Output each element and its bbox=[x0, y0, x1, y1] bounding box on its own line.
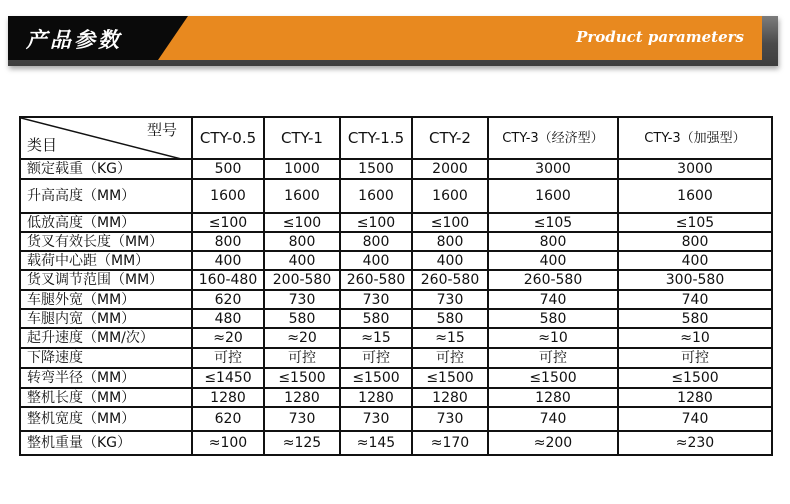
table-cell: 400 bbox=[192, 251, 264, 270]
table-cell: 1280 bbox=[488, 388, 618, 407]
row-label: 转弯半径（MM） bbox=[20, 368, 192, 388]
table-cell: 730 bbox=[264, 290, 340, 309]
table-cell: 400 bbox=[618, 251, 772, 270]
table-row bbox=[20, 309, 772, 328]
table-cell: 620 bbox=[192, 407, 264, 431]
table-cell: 1600 bbox=[264, 179, 340, 213]
table-cell: 2000 bbox=[412, 159, 488, 179]
table-cell: 3000 bbox=[488, 159, 618, 179]
table-cell: ≈230 bbox=[618, 431, 772, 455]
table-cell: ≈145 bbox=[340, 431, 412, 455]
row-label: 车腿内宽（MM） bbox=[20, 309, 192, 328]
row-label: 起升速度（MM/次） bbox=[20, 328, 192, 348]
table-row bbox=[20, 388, 772, 407]
table-row bbox=[20, 179, 772, 213]
table-cell: 可控 bbox=[412, 348, 488, 368]
table-cell: ≤105 bbox=[618, 213, 772, 232]
row-label: 额定载重（KG） bbox=[20, 159, 192, 179]
row-label: 低放高度（MM） bbox=[20, 213, 192, 232]
table-cell: 可控 bbox=[264, 348, 340, 368]
corner-category-label: 类目 bbox=[27, 136, 58, 154]
model-header: CTY-2 bbox=[412, 117, 488, 159]
table-row bbox=[20, 159, 772, 179]
table-cell: 730 bbox=[340, 407, 412, 431]
table-cell: 1500 bbox=[340, 159, 412, 179]
table-cell: 1280 bbox=[618, 388, 772, 407]
table-cell: 1280 bbox=[264, 388, 340, 407]
table-cell: ≤100 bbox=[412, 213, 488, 232]
row-label: 整机长度（MM） bbox=[20, 388, 192, 407]
section-banner bbox=[8, 16, 778, 66]
table-cell: ≤1500 bbox=[618, 368, 772, 388]
table-cell: 800 bbox=[412, 232, 488, 251]
table-row bbox=[20, 348, 772, 368]
table-cell: 730 bbox=[340, 290, 412, 309]
table-row bbox=[20, 431, 772, 455]
table-cell: 730 bbox=[412, 407, 488, 431]
table-cell: 480 bbox=[192, 309, 264, 328]
table-row bbox=[20, 407, 772, 431]
table-cell: 1600 bbox=[488, 179, 618, 213]
model-header: CTY-1.5 bbox=[340, 117, 412, 159]
table-cell: 400 bbox=[488, 251, 618, 270]
table-cell: ≈10 bbox=[618, 328, 772, 348]
table-cell: 800 bbox=[192, 232, 264, 251]
row-label: 下降速度 bbox=[20, 348, 192, 368]
table-cell: 800 bbox=[264, 232, 340, 251]
table-cell: 260-580 bbox=[412, 270, 488, 290]
table-cell: 400 bbox=[264, 251, 340, 270]
table-cell: 260-580 bbox=[488, 270, 618, 290]
table-cell: ≈20 bbox=[192, 328, 264, 348]
table-cell: 740 bbox=[488, 407, 618, 431]
table-cell: 可控 bbox=[192, 348, 264, 368]
table-cell: 580 bbox=[340, 309, 412, 328]
model-header: CTY-1 bbox=[264, 117, 340, 159]
table-cell: 可控 bbox=[488, 348, 618, 368]
table-cell: 1600 bbox=[340, 179, 412, 213]
table-cell: 740 bbox=[488, 290, 618, 309]
table-cell: 200-580 bbox=[264, 270, 340, 290]
table-cell: 730 bbox=[412, 290, 488, 309]
table-cell: ≤100 bbox=[192, 213, 264, 232]
table-cell: 1280 bbox=[412, 388, 488, 407]
table-cell: ≈15 bbox=[412, 328, 488, 348]
table-cell: ≈15 bbox=[340, 328, 412, 348]
table-cell: ≈100 bbox=[192, 431, 264, 455]
table-cell: ≈170 bbox=[412, 431, 488, 455]
table-cell: ≤1500 bbox=[340, 368, 412, 388]
table-cell: 730 bbox=[264, 407, 340, 431]
banner-title: 产品参数 bbox=[26, 27, 122, 52]
table-row bbox=[20, 270, 772, 290]
table-cell: 1280 bbox=[340, 388, 412, 407]
table-row bbox=[20, 368, 772, 388]
table-cell: 1600 bbox=[192, 179, 264, 213]
banner-subtitle: Product parameters bbox=[576, 28, 744, 46]
table-cell: 1600 bbox=[618, 179, 772, 213]
table-cell: ≤1500 bbox=[488, 368, 618, 388]
table-cell: ≈10 bbox=[488, 328, 618, 348]
row-label: 货叉调节范围（MM） bbox=[20, 270, 192, 290]
table-cell: 1000 bbox=[264, 159, 340, 179]
table-cell: 580 bbox=[618, 309, 772, 328]
table-cell: ≈125 bbox=[264, 431, 340, 455]
corner-cell bbox=[20, 117, 192, 159]
table-cell: 可控 bbox=[618, 348, 772, 368]
row-label: 整机重量（KG） bbox=[20, 431, 192, 455]
model-header: CTY-0.5 bbox=[192, 117, 264, 159]
table-cell: 160-480 bbox=[192, 270, 264, 290]
row-label: 升高高度（MM） bbox=[20, 179, 192, 213]
table-cell: ≤1450 bbox=[192, 368, 264, 388]
table-row bbox=[20, 328, 772, 348]
table-header-row bbox=[20, 117, 772, 159]
table-cell: 400 bbox=[412, 251, 488, 270]
table-cell: ≤100 bbox=[264, 213, 340, 232]
table-cell: 可控 bbox=[340, 348, 412, 368]
row-label: 车腿外宽（MM） bbox=[20, 290, 192, 309]
model-header: CTY-3（加强型） bbox=[618, 117, 772, 159]
table-cell: ≈200 bbox=[488, 431, 618, 455]
table-row bbox=[20, 213, 772, 232]
table-cell: ≤105 bbox=[488, 213, 618, 232]
table-row bbox=[20, 251, 772, 270]
table-row bbox=[20, 290, 772, 309]
table-cell: 500 bbox=[192, 159, 264, 179]
table-cell: 800 bbox=[488, 232, 618, 251]
table-cell: 1600 bbox=[412, 179, 488, 213]
table-cell: ≤100 bbox=[340, 213, 412, 232]
table-cell: ≤1500 bbox=[412, 368, 488, 388]
table-cell: ≈20 bbox=[264, 328, 340, 348]
table-cell: 300-580 bbox=[618, 270, 772, 290]
table-cell: 800 bbox=[340, 232, 412, 251]
row-label: 载荷中心距（MM） bbox=[20, 251, 192, 270]
table-cell: 740 bbox=[618, 407, 772, 431]
row-label: 货叉有效长度（MM） bbox=[20, 232, 192, 251]
table-cell: 260-580 bbox=[340, 270, 412, 290]
table-cell: 620 bbox=[192, 290, 264, 309]
table-cell: ≤1500 bbox=[264, 368, 340, 388]
table-cell: 400 bbox=[340, 251, 412, 270]
table-cell: 800 bbox=[618, 232, 772, 251]
table-row bbox=[20, 232, 772, 251]
spec-table bbox=[19, 116, 773, 456]
table-cell: 580 bbox=[488, 309, 618, 328]
table-cell: 3000 bbox=[618, 159, 772, 179]
table-cell: 580 bbox=[412, 309, 488, 328]
table-cell: 1280 bbox=[192, 388, 264, 407]
row-label: 整机宽度（MM） bbox=[20, 407, 192, 431]
table-cell: 580 bbox=[264, 309, 340, 328]
corner-model-label: 型号 bbox=[146, 121, 177, 139]
table-cell: 740 bbox=[618, 290, 772, 309]
model-header: CTY-3（经济型） bbox=[488, 117, 618, 159]
